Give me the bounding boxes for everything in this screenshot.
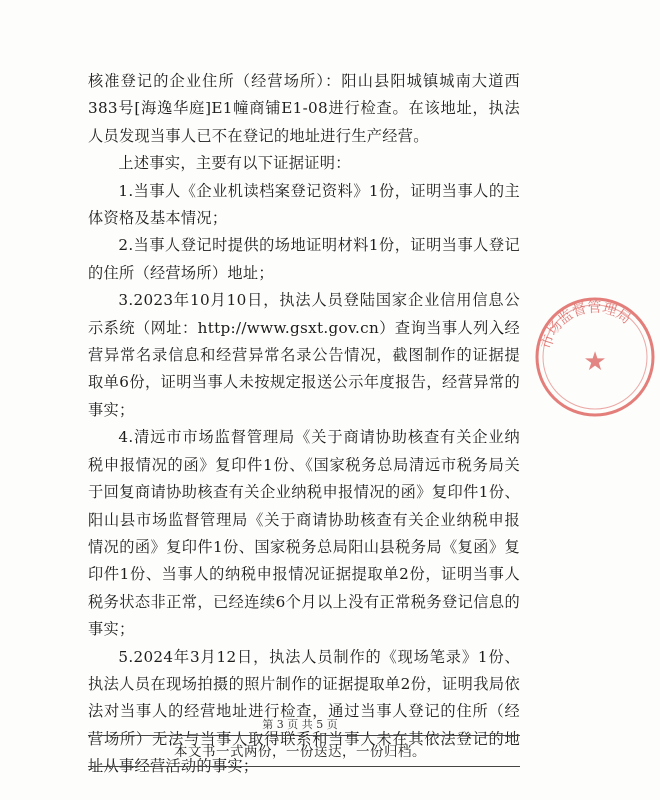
paragraph-evidence-5: 5.2024年3月12日，执法人员制作的《现场笔录》1份、执法人员在现场拍摄的照片制作的证据提取单2份，证明我局依法对当事人的经营地址进行检查，通过当事人登记的住所（经营场所）无法与当事人取得联系和当事人未在其依法登记的地址从事经营活动的事实； <box>88 647 520 776</box>
footer-divider-top <box>88 735 520 736</box>
paragraph-evidence-2: 2.当事人登记时提供的场地证明材料1份，证明当事人登记的住所（经营场所）地址； <box>88 236 520 282</box>
svg-text:★: ★ <box>583 347 607 377</box>
footer-note: 本文书一式两份，一份送达，一份归档。 <box>174 744 426 760</box>
paragraph-evidence-4: 4.清远市市场监督管理局《关于商请协助核查有关企业纳税申报情况的函》复印件1份、《国家税务总局清远市税务局关于回复商请协助核查有关企业纳税申报情况的函》复印件1份、阳山县市场监督管理局《关于商请协助核查有关企业纳税申报情况的函》复印件1份、国家税务总局阳山县税务局《复函》复印件1份、当事人的纳税申报情况证据提取单2份，证明当事人税务状态非正常，已经连续6个月以上没有正常税务登记信息的事实； <box>88 428 520 639</box>
paragraph-evidence-3: 3.2023年10月10日，执法人员登陆国家企业信用信息公示系统（网址：http://www.gsxt.gov.cn）查询当事人列入经营异常名录信息和经营异常名录公告情况，截图制作的证据提取单6份，证明当事人未按规定报送公示年度报告，经营异常的事实； <box>88 291 520 419</box>
document-body <box>88 68 520 781</box>
official-seal-icon <box>530 292 660 422</box>
footer-divider-bottom <box>88 766 520 767</box>
seal-text: 市场监督管理局 <box>538 299 634 352</box>
paragraph-evidence-intro: 上述事实，主要有以下证据证明： <box>118 154 351 173</box>
page-number: 第 3 页 共 5 页 <box>262 718 338 731</box>
svg-text:市场监督管理局 <box>539 300 634 351</box>
paragraph-address-check: 核准登记的企业住所（经营场所）：阳山县阳城镇城南大道西383号[海逸华庭]E1幢商铺E1-08进行检查。在该地址，执法人员发现当事人已不在登记的地址进行生产经营。 <box>88 72 520 145</box>
paragraph-evidence-1: 1.当事人《企业机读档案登记资料》1份，证明当事人的主体资格及基本情况； <box>88 181 520 228</box>
